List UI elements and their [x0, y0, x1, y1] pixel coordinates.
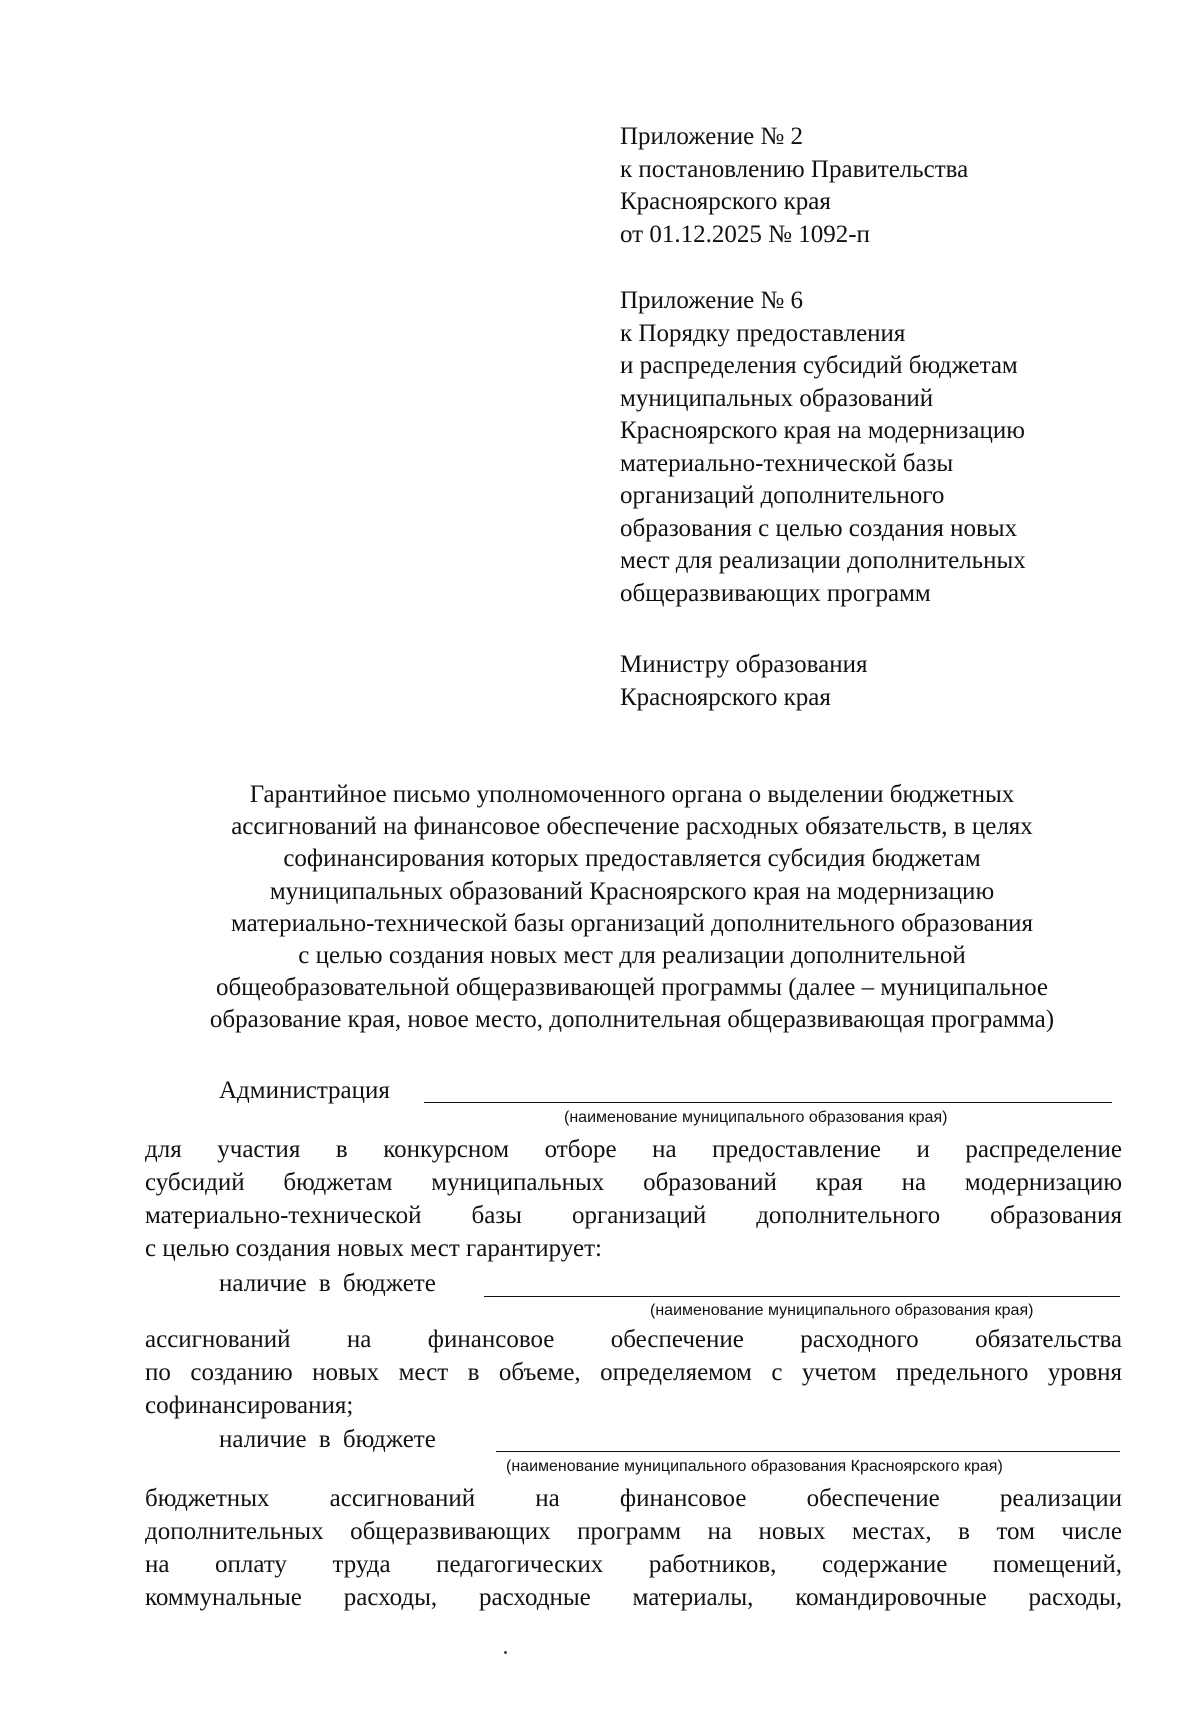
- budget-name-blank[interactable]: [484, 1296, 1120, 1297]
- header-line: к постановлению Правительства: [620, 155, 969, 183]
- addressee-line: Красноярского края: [620, 683, 831, 711]
- header-line: Приложение № 2: [620, 123, 804, 150]
- budget-label-2: наличие в бюджете: [219, 1426, 436, 1453]
- title-line: софинансирования которых предоставляется субсидия бюджетам: [283, 845, 981, 873]
- header-line: образования с целью создания новых: [620, 514, 1018, 542]
- paragraph-line: с целью создания новых мест гарантирует:: [145, 1235, 602, 1262]
- title-line: общеобразовательной общеразвивающей программы (далее – муниципальное: [215, 974, 1049, 1002]
- budget-name-blank-2[interactable]: [496, 1451, 1120, 1452]
- header-line: от 01.12.2025 № 1092-п: [620, 220, 870, 248]
- header-line: муниципальных образований: [620, 384, 934, 412]
- header-line: материально-технической базы: [620, 449, 954, 477]
- title-line: муниципальных образований Красноярского края на модернизацию: [269, 877, 995, 905]
- addressee-block: [620, 649, 868, 714]
- paragraph-line: субсидий бюджетам муниципальных образований края на модернизацию: [145, 1169, 1122, 1196]
- municipality-name-blank[interactable]: [424, 1102, 1112, 1103]
- title-line: с целью создания новых мест для реализации дополнительной: [298, 942, 966, 970]
- title-line: образование края, новое место, дополнительная общеразвивающая программа): [209, 1006, 1055, 1034]
- header-line: к Порядку предоставления: [620, 319, 906, 347]
- header-line: и распределения субсидий бюджетам: [620, 352, 1018, 379]
- budget-name-hint: (наименование муниципального образования края): [650, 1302, 1034, 1319]
- paragraph-line: коммунальные расходы, расходные материалы, командировочные расходы,: [145, 1584, 1122, 1611]
- header-line: Красноярского края: [620, 188, 831, 215]
- letter-title: [140, 779, 1124, 1037]
- title-line: ассигнований на финансовое обеспечение расходных обязательств, в целях: [231, 813, 1033, 841]
- scan-speck: [504, 1651, 507, 1654]
- header-line: мест для реализации дополнительных: [620, 547, 1026, 574]
- paragraph-line: для участия в конкурсном отборе на предоставление и распределение: [145, 1136, 1122, 1163]
- appendix-2-header: [620, 121, 968, 251]
- municipality-name-hint: (наименование муниципального образования края): [564, 1109, 948, 1126]
- title-line: материально-технической базы организаций дополнительного образования: [231, 909, 1033, 937]
- header-line: Красноярского края на модернизацию: [620, 417, 1025, 444]
- header-line: общеразвивающих программ: [620, 579, 931, 607]
- paragraph-line: дополнительных общеразвивающих программ на новых местах, в том числе: [145, 1518, 1122, 1545]
- header-line: Приложение № 6: [620, 287, 804, 314]
- title-line: Гарантийное письмо уполномоченного органа о выделении бюджетных: [249, 781, 1015, 808]
- paragraph-line: по созданию новых мест в объеме, определяемом с учетом предельного уровня: [145, 1359, 1122, 1386]
- header-line: организаций дополнительного: [620, 482, 945, 509]
- paragraph-line: на оплату труда педагогических работников, содержание помещений,: [145, 1551, 1122, 1578]
- budget-name-hint-2: (наименование муниципального образования Красноярского края): [506, 1458, 1003, 1475]
- addressee-line: Министру образования: [620, 651, 868, 678]
- appendix-6-header: [620, 285, 1026, 610]
- paragraph-line: софинансирования;: [145, 1392, 354, 1419]
- paragraph-line: ассигнований на финансовое обеспечение расходного обязательства: [145, 1326, 1122, 1353]
- paragraph-line: материально-технической базы организаций дополнительного образования: [145, 1202, 1122, 1229]
- paragraph-line: бюджетных ассигнований на финансовое обеспечение реализации: [145, 1485, 1122, 1512]
- administration-label: Администрация: [219, 1077, 390, 1104]
- budget-label: наличие в бюджете: [219, 1270, 436, 1297]
